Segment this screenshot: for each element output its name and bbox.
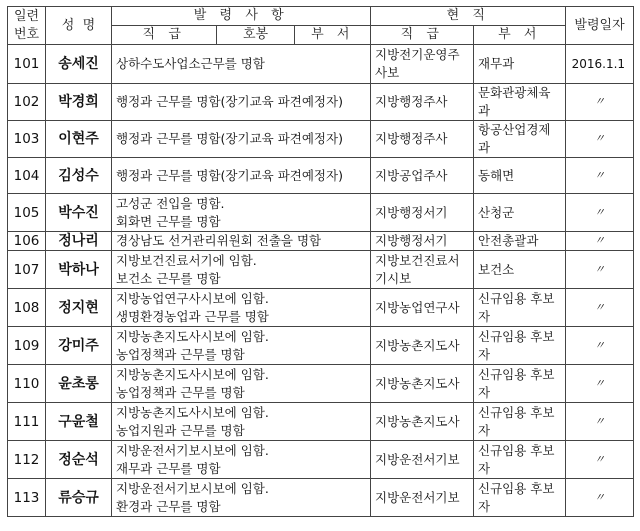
appointment-text: 지방보건진료서기에 임함. 보건소 근무를 명함 bbox=[112, 251, 371, 289]
table-row bbox=[8, 158, 634, 194]
person-name: 정나리 bbox=[46, 232, 112, 251]
current-rank: 지방행정주사 bbox=[371, 121, 474, 158]
appointment-table bbox=[7, 6, 634, 517]
person-name: 박경희 bbox=[46, 84, 112, 121]
appointment-text: 지방농촌지도사시보에 임함. 농업정책과 근무를 명함 bbox=[112, 327, 371, 365]
row-number: 105 bbox=[8, 194, 46, 232]
table-row bbox=[8, 84, 634, 121]
person-name: 정순석 bbox=[46, 441, 112, 479]
table-row bbox=[8, 327, 634, 365]
current-dept: 안전총괄과 bbox=[474, 232, 566, 251]
appointment-date: 2016.1.1 bbox=[566, 45, 634, 84]
current-rank: 지방보건진료서 기시보 bbox=[371, 251, 474, 289]
row-number: 113 bbox=[8, 479, 46, 517]
row-number: 108 bbox=[8, 289, 46, 327]
table-row bbox=[8, 479, 634, 517]
table-row bbox=[8, 251, 634, 289]
appointment-text: 경상남도 선거관리위원회 전출을 명함 bbox=[112, 232, 371, 251]
table-row bbox=[8, 121, 634, 158]
person-name: 이현주 bbox=[46, 121, 112, 158]
person-name: 박수진 bbox=[46, 194, 112, 232]
current-rank: 지방행정서기 bbox=[371, 232, 474, 251]
current-dept: 문화관광체육과 bbox=[474, 84, 566, 121]
appointment-date: 〃 bbox=[566, 289, 634, 327]
current-rank: 지방농업연구사 bbox=[371, 289, 474, 327]
appointment-date: 〃 bbox=[566, 232, 634, 251]
header-date: 발령일자 bbox=[566, 7, 634, 45]
appointment-text: 지방농업연구사시보에 임함. 생명환경농업과 근무를 명함 bbox=[112, 289, 371, 327]
table-row bbox=[8, 403, 634, 441]
row-number: 103 bbox=[8, 121, 46, 158]
current-dept: 보건소 bbox=[474, 251, 566, 289]
current-dept: 재무과 bbox=[474, 45, 566, 84]
appointment-text: 행정과 근무를 명함(장기교육 파견예정자) bbox=[112, 158, 371, 194]
appointment-date: 〃 bbox=[566, 251, 634, 289]
header-serial: 일련 번호 bbox=[8, 7, 46, 45]
appointment-text: 상하수도사업소근무를 명함 bbox=[112, 45, 371, 84]
row-number: 109 bbox=[8, 327, 46, 365]
current-rank: 지방공업주사 bbox=[371, 158, 474, 194]
person-name: 구윤철 bbox=[46, 403, 112, 441]
appointment-date: 〃 bbox=[566, 403, 634, 441]
current-rank: 지방운전서기보 bbox=[371, 441, 474, 479]
row-number: 102 bbox=[8, 84, 46, 121]
row-number: 110 bbox=[8, 365, 46, 403]
row-number: 112 bbox=[8, 441, 46, 479]
appointment-text: 지방농촌지도사시보에 임함. 농업지원과 근무를 명함 bbox=[112, 403, 371, 441]
appointment-date: 〃 bbox=[566, 479, 634, 517]
current-rank: 지방농촌지도사 bbox=[371, 365, 474, 403]
current-dept: 항공산업경제과 bbox=[474, 121, 566, 158]
current-dept: 신규임용 후보자 bbox=[474, 403, 566, 441]
appointment-date: 〃 bbox=[566, 194, 634, 232]
current-rank: 지방행정주사 bbox=[371, 84, 474, 121]
header-current-rank: 직 급 bbox=[371, 26, 474, 45]
appointment-text: 행정과 근무를 명함(장기교육 파견예정자) bbox=[112, 121, 371, 158]
current-dept: 산청군 bbox=[474, 194, 566, 232]
row-number: 104 bbox=[8, 158, 46, 194]
appointment-text: 지방농촌지도사시보에 임함. 농업정책과 근무를 명함 bbox=[112, 365, 371, 403]
table-row bbox=[8, 194, 634, 232]
appointment-text: 지방운전서기보시보에 임함. 환경과 근무를 명함 bbox=[112, 479, 371, 517]
row-number: 106 bbox=[8, 232, 46, 251]
row-number: 101 bbox=[8, 45, 46, 84]
appointment-date: 〃 bbox=[566, 365, 634, 403]
header-appointment-rank: 직 급 bbox=[112, 26, 217, 45]
current-dept: 신규임용 후보자 bbox=[474, 365, 566, 403]
appointment-date: 〃 bbox=[566, 441, 634, 479]
person-name: 박하나 bbox=[46, 251, 112, 289]
header-name: 성 명 bbox=[46, 7, 112, 45]
row-number: 107 bbox=[8, 251, 46, 289]
appointment-date: 〃 bbox=[566, 84, 634, 121]
current-dept: 동해면 bbox=[474, 158, 566, 194]
person-name: 강미주 bbox=[46, 327, 112, 365]
appointment-text: 지방운전서기보시보에 임함. 재무과 근무를 명함 bbox=[112, 441, 371, 479]
table-row bbox=[8, 45, 634, 84]
current-rank: 지방전기운영주 사보 bbox=[371, 45, 474, 84]
current-dept: 신규임용 후보자 bbox=[474, 441, 566, 479]
table-row bbox=[8, 365, 634, 403]
header-appointment-grade: 호봉 bbox=[217, 26, 295, 45]
person-name: 류승규 bbox=[46, 479, 112, 517]
current-dept: 신규임용 후보자 bbox=[474, 289, 566, 327]
current-rank: 지방농촌지도사 bbox=[371, 327, 474, 365]
header-current-dept: 부 서 bbox=[474, 26, 566, 45]
table-row bbox=[8, 289, 634, 327]
table-row bbox=[8, 441, 634, 479]
appointment-date: 〃 bbox=[566, 158, 634, 194]
current-rank: 지방농촌지도사 bbox=[371, 403, 474, 441]
appointment-date: 〃 bbox=[566, 121, 634, 158]
row-number: 111 bbox=[8, 403, 46, 441]
header-appointment: 발 령 사 항 bbox=[112, 7, 371, 26]
current-dept: 신규임용 후보자 bbox=[474, 327, 566, 365]
current-dept: 신규임용 후보자 bbox=[474, 479, 566, 517]
person-name: 김성수 bbox=[46, 158, 112, 194]
person-name: 송세진 bbox=[46, 45, 112, 84]
current-rank: 지방행정서기 bbox=[371, 194, 474, 232]
appointment-date: 〃 bbox=[566, 327, 634, 365]
table-row bbox=[8, 232, 634, 251]
appointment-text: 행정과 근무를 명함(장기교육 파견예정자) bbox=[112, 84, 371, 121]
appointment-text: 고성군 전입을 명함. 회화면 근무를 명함 bbox=[112, 194, 371, 232]
current-rank: 지방운전서기보 bbox=[371, 479, 474, 517]
person-name: 정지현 bbox=[46, 289, 112, 327]
person-name: 윤초롱 bbox=[46, 365, 112, 403]
header-current: 현 직 bbox=[371, 7, 566, 26]
header-appointment-dept: 부 서 bbox=[295, 26, 371, 45]
